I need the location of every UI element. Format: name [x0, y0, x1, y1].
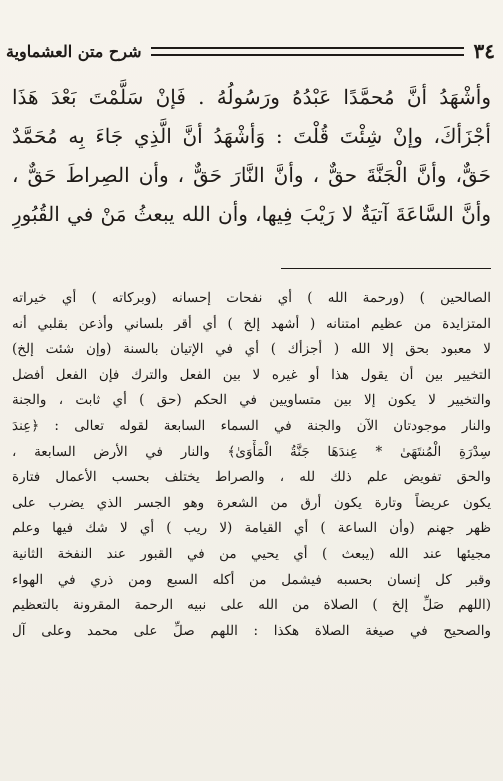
commentary-text [12, 286, 491, 644]
main-text-line: أجْزَأكَ، وإنْ شِئْتَ قُلْتَ : وَأشْهَدُ أنَّ الَّذِي جَاءَ بِه مُحَمَّدٌ [12, 124, 491, 148]
commentary-line: والتخيير لا يكون إلا بين متساويين في الحكم (حق ) أي ثابت ، والجنة [12, 392, 491, 409]
commentary-line: الصالحين ) (ورحمة الله ) أي نفحات إحسانه (وبركاته ) أي خيراته [12, 290, 491, 306]
commentary-line: لا معبود بحق إلا الله ( أجزأك ) أي في الإتيان بالسنة (وإن شئت إلخ) [12, 341, 491, 358]
commentary-line: والحق تفويض علم ذلك لله ، والصراط يختلف بحسب الأعمال فتارة [12, 469, 491, 486]
main-text-line: حَقٌّ، وأنَّ الْجَنَّةَ حقٌّ ، وأنَّ النَّارَ حَقٌّ ، وأن الصِراطَ حَقٌّ ، [12, 163, 491, 187]
main-text-line: وأنَّ السَّاعَةَ آتيَةٌ لا رَيْبَ فِيها، وأن الله يبعثُ مَنْ في القُبُورِ [12, 202, 491, 226]
commentary-line: والنار موجودتان الآن والجنة في السماء السابعة لقوله تعالى : ﴿عِندَ [12, 417, 491, 434]
commentary-line: مجيئها عند الله (يبعث ) أي يحيي من في القبور عند النفخة الثانية [12, 545, 491, 562]
page-number: ٣٤ [473, 39, 495, 63]
page-header [4, 34, 495, 68]
commentary-line: (اللهم صَلِّ إلخ ) الصلاة من الله على نبيه الرحمة المقرونة بالتعظيم [12, 597, 491, 614]
commentary-line: المتزايدة من عظيم امتنانه ( أشهد إلخ ) أي أقر بلساني وأذعن بقلبي أنه [12, 315, 491, 332]
commentary-line: والصحيح في صيغة الصلاة هكذا : اللهم صلِّ على محمد وعلى آل [12, 622, 491, 639]
main-text-line: وأشْهَدُ أنَّ مُحمَّدًا عَبْدُهُ ورَسُولُهُ . فَإنْ سَلَّمْتَ بَعْدَ هَذَا [12, 85, 491, 109]
footnote-separator [281, 268, 491, 269]
main-text [12, 78, 491, 234]
running-title: شرح متن العشماوية [6, 41, 142, 61]
commentary-line: سِدْرَةِ الْمُنتَهَىٰ * عِندَهَا جَنَّةُ الْمَأْوَىٰ﴾ والنار في الأرض السابعة ، [12, 443, 491, 460]
header-rule [151, 47, 463, 56]
commentary-line: التخيير بين أن يقول هذا أو غيره لا بين الفعل والترك فإن الفعل أفضل [12, 366, 491, 383]
commentary-line: ظهر جهنم (وأن الساعة ) أي القيامة (لا ريب ) أي لا شك فيها وعلم [12, 520, 491, 537]
commentary-line: وقبر كل إنسان بحسبه فيشمل من أكله السبع ومن ذري في الهواء [12, 571, 491, 588]
commentary-line: يكون عريضاً وتارة يكون أرق من الشعرة وهو الجسر الذي يضرب على [12, 494, 491, 511]
